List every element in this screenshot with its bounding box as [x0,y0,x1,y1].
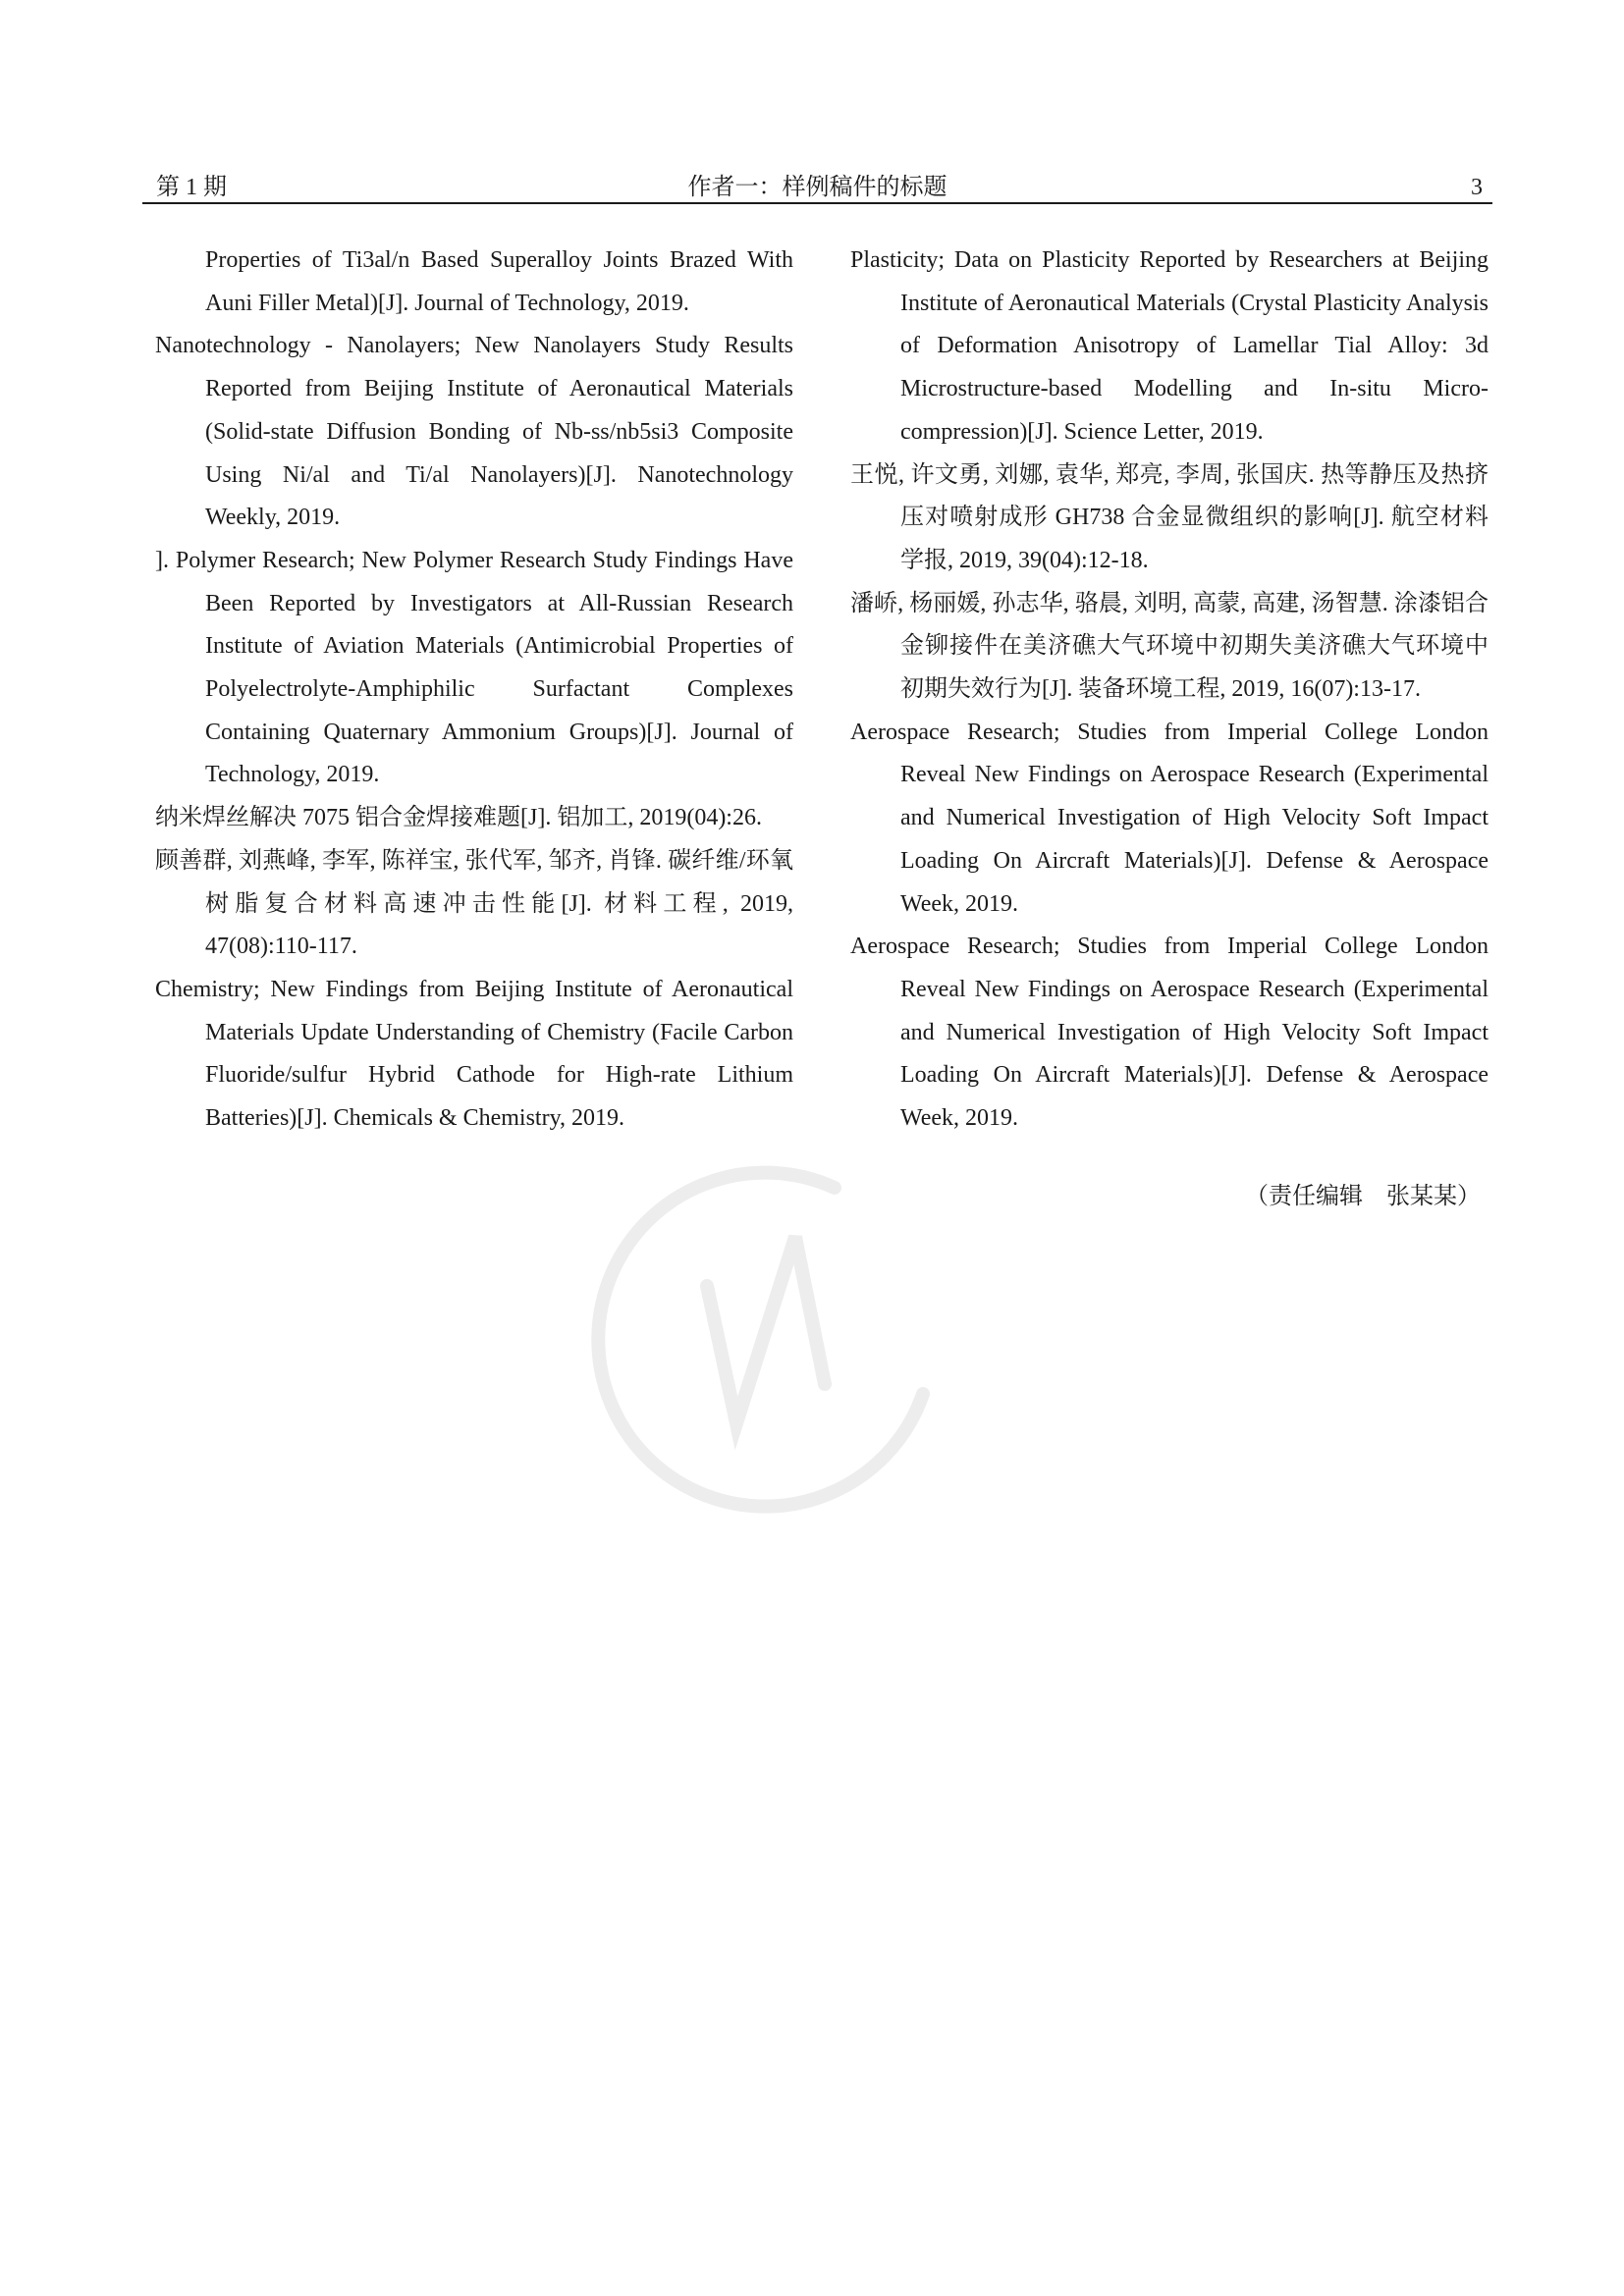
reference-entry: Aerospace Research; Studies from Imperial College London Reveal New Findings on Aerospace Research (Experimental and Numerical Investigation of High Velocity Soft Impact Loading On Aircraft Materials)[J]. Defense & Aerospace Week, 2019. [850,719,1489,917]
reference-entry: Properties of Ti3al/n Based Superalloy Joints Brazed With Auni Filler Metal)[J]. Journal of Technology, 2019. [205,247,793,316]
reference-entry: ]. Polymer Research; New Polymer Research Study Findings Have Been Reported by Investigators at All-Russian Research Institute of Aviation Materials (Antimicrobial Properties of Polyelectrolyte-Amphiphilic Surfactant Complexes Containing Quaternary Ammonium Groups)[J]. Journal of Technology, 2019. [155,547,793,788]
references-right-column [850,240,1489,1141]
issue-label: 第 1 期 [156,175,227,200]
reference-entry: Plasticity; Data on Plasticity Reported by Researchers at Beijing Institute of Aeronautical Materials (Crystal Plasticity Analysis of Deformation Anisotropy of Lamellar Tial Alloy: 3d Microstructure-based Modelling and In-situ Micro-compression)[J]. Science Letter, 2019. [850,247,1489,445]
reference-entry: 顾善群, 刘燕峰, 李军, 陈祥宝, 张代军, 邹齐, 肖锋. 碳纤维/环氧树脂复合材料高速冲击性能[J]. 材料工程, 2019, 47(08):110-117. [155,847,793,960]
responsible-editor: （责任编辑 张某某） [1245,1184,1481,1209]
reference-entry: 潘峤, 杨丽媛, 孙志华, 骆晨, 刘明, 高蒙, 高建, 汤智慧. 涂漆铝合金铆接件在美济礁大气环境中初期失美济礁大气环境中初期失效行为[J]. 装备环境工程, 2019, 16(07):13-17. [850,590,1489,703]
page-number: 3 [1471,175,1483,200]
header-rule [142,202,1492,204]
reference-entry: Nanotechnology - Nanolayers; New Nanolayers Study Results Reported from Beijing Institute of Aeronautical Materials (Solid-state Diffusion Bonding of Nb-ss/nb5si3 Composite Using Ni/al and Ti/al Nanolayers)[J]. Nanotechnology Weekly, 2019. [155,333,793,531]
watermark-logo [511,1070,1021,1580]
running-title: 作者一：样例稿件的标题 [687,175,947,200]
reference-entry: 纳米焊丝解决 7075 铝合金焊接难题[J]. 铝加工, 2019(04):26. [155,805,762,831]
reference-entry: Aerospace Research; Studies from Imperial College London Reveal New Findings on Aerospace Research (Experimental and Numerical Investigation of High Velocity Soft Impact Loading On Aircraft Materials)[J]. Defense & Aerospace Week, 2019. [850,934,1489,1132]
running-header [142,173,1492,202]
references-left-column [155,240,793,1141]
reference-entry: 王悦, 许文勇, 刘娜, 袁华, 郑亮, 李周, 张国庆. 热等静压及热挤压对喷射成形 GH738 合金显微组织的影响[J]. 航空材料学报, 2019, 39(04):12-18. [850,461,1489,573]
reference-entry: Chemistry; New Findings from Beijing Institute of Aeronautical Materials Update Understanding of Chemistry (Facile Carbon Fluoride/sulfur Hybrid Cathode for High-rate Lithium Batteries)[J]. Chemicals & Chemistry, 2019. [155,976,793,1132]
